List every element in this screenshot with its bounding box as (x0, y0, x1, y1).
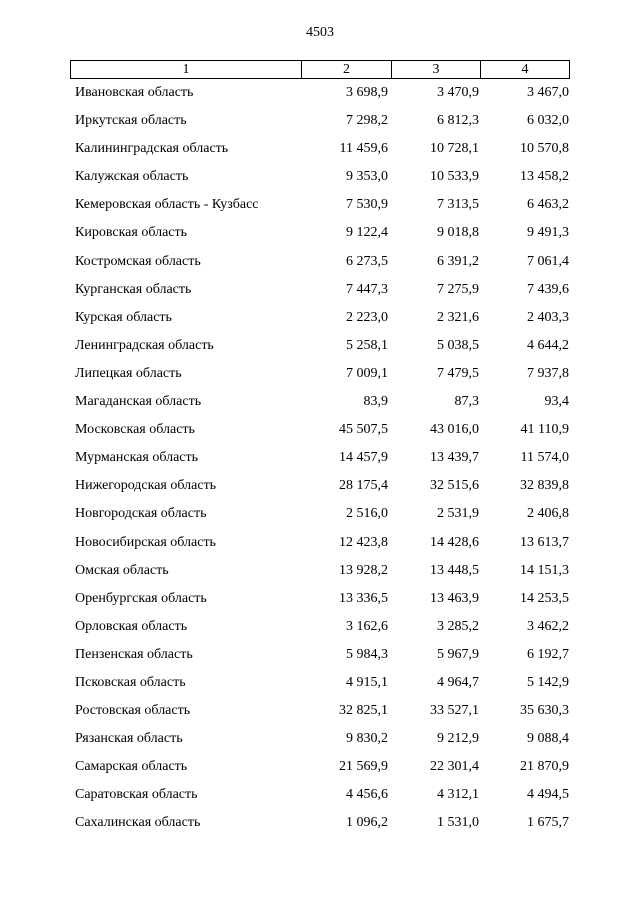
region-name: Мурманская область (75, 450, 199, 466)
value-col-2: 9 353,0 (346, 169, 388, 185)
value-col-2: 7 009,1 (346, 365, 388, 381)
value-col-2: 7 530,9 (346, 197, 388, 213)
value-col-2: 32 825,1 (339, 703, 388, 719)
value-col-3: 5 967,9 (437, 646, 479, 662)
value-col-2: 9 122,4 (346, 225, 388, 241)
header-col-1: 1 (71, 61, 302, 78)
value-col-3: 3 285,2 (437, 618, 479, 634)
table-row (0, 444, 640, 472)
region-name: Курская область (75, 309, 172, 325)
table-row (0, 472, 640, 500)
value-col-4: 3 462,2 (527, 618, 569, 634)
table-row (0, 416, 640, 444)
value-col-4: 11 574,0 (520, 450, 569, 466)
region-name: Новосибирская область (75, 534, 216, 550)
region-name: Самарская область (75, 759, 188, 775)
value-col-2: 4 915,1 (346, 674, 388, 690)
value-col-3: 9 212,9 (437, 731, 479, 747)
table-row (0, 388, 640, 416)
value-col-4: 2 406,8 (527, 506, 569, 522)
value-col-2: 13 336,5 (339, 590, 388, 606)
table-row (0, 753, 640, 781)
table-row (0, 219, 640, 247)
value-col-4: 14 253,5 (520, 590, 569, 606)
value-col-4: 7 061,4 (527, 253, 569, 269)
region-name: Иркутская область (75, 113, 187, 129)
region-name: Ленинградская область (75, 337, 214, 353)
value-col-4: 6 032,0 (527, 113, 569, 129)
value-col-3: 5 038,5 (437, 337, 479, 353)
region-name: Кемеровская область - Кузбасс (75, 197, 259, 213)
value-col-3: 10 533,9 (430, 169, 479, 185)
value-col-4: 7 439,6 (527, 281, 569, 297)
value-col-3: 7 479,5 (437, 365, 479, 381)
region-name: Липецкая область (75, 365, 182, 381)
region-name: Саратовская область (75, 787, 198, 803)
value-col-4: 3 467,0 (527, 85, 569, 100)
value-col-3: 32 515,6 (430, 478, 479, 494)
value-col-3: 6 391,2 (437, 253, 479, 269)
table-row (0, 79, 640, 107)
value-col-4: 7 937,8 (527, 365, 569, 381)
table-row (0, 613, 640, 641)
region-name: Кировская область (75, 225, 188, 241)
value-col-3: 87,3 (454, 394, 479, 410)
value-col-3: 4 964,7 (437, 674, 479, 690)
value-col-2: 3 698,9 (346, 85, 388, 100)
table-row (0, 163, 640, 191)
value-col-4: 93,4 (544, 394, 569, 410)
value-col-2: 5 258,1 (346, 337, 388, 353)
value-col-2: 7 447,3 (346, 281, 388, 297)
region-name: Новгородская область (75, 506, 207, 522)
table-header (70, 60, 570, 79)
value-col-3: 2 321,6 (437, 309, 479, 325)
region-name: Московская область (75, 422, 195, 438)
value-col-2: 11 459,6 (339, 141, 388, 157)
region-name: Оренбургская область (75, 590, 207, 606)
region-name: Псковская область (75, 674, 186, 690)
value-col-4: 4 644,2 (527, 337, 569, 353)
value-col-3: 22 301,4 (430, 759, 479, 775)
table-row (0, 669, 640, 697)
value-col-4: 9 088,4 (527, 731, 569, 747)
header-col-2: 2 (302, 61, 392, 78)
region-name: Ростовская область (75, 703, 191, 719)
value-col-3: 7 313,5 (437, 197, 479, 213)
value-col-3: 2 531,9 (437, 506, 479, 522)
value-col-3: 33 527,1 (430, 703, 479, 719)
table-row (0, 500, 640, 528)
value-col-4: 6 463,2 (527, 197, 569, 213)
value-col-3: 6 812,3 (437, 113, 479, 129)
value-col-4: 14 151,3 (520, 562, 569, 578)
table-row (0, 135, 640, 163)
value-col-4: 21 870,9 (520, 759, 569, 775)
value-col-4: 2 403,3 (527, 309, 569, 325)
value-col-2: 14 457,9 (339, 450, 388, 466)
value-col-4: 5 142,9 (527, 674, 569, 690)
value-col-3: 10 728,1 (430, 141, 479, 157)
value-col-3: 13 448,5 (430, 562, 479, 578)
value-col-2: 7 298,2 (346, 113, 388, 129)
value-col-4: 13 613,7 (520, 534, 569, 550)
value-col-2: 3 162,6 (346, 618, 388, 634)
table-row (0, 585, 640, 613)
value-col-3: 43 016,0 (430, 422, 479, 438)
value-col-4: 10 570,8 (520, 141, 569, 157)
value-col-2: 5 984,3 (346, 646, 388, 662)
region-name: Костромская область (75, 253, 201, 269)
value-col-4: 9 491,3 (527, 225, 569, 241)
value-col-2: 1 096,2 (346, 815, 388, 831)
value-col-4: 6 192,7 (527, 646, 569, 662)
value-col-3: 7 275,9 (437, 281, 479, 297)
table-row (0, 725, 640, 753)
region-name: Омская область (75, 562, 169, 578)
value-col-3: 9 018,8 (437, 225, 479, 241)
value-col-2: 28 175,4 (339, 478, 388, 494)
table-row (0, 191, 640, 219)
value-col-2: 21 569,9 (339, 759, 388, 775)
table-row (0, 809, 640, 837)
value-col-3: 4 312,1 (437, 787, 479, 803)
value-col-2: 83,9 (363, 394, 388, 410)
region-name: Орловская область (75, 618, 188, 634)
region-name: Магаданская область (75, 394, 202, 410)
value-col-2: 9 830,2 (346, 731, 388, 747)
value-col-2: 12 423,8 (339, 534, 388, 550)
value-col-4: 35 630,3 (520, 703, 569, 719)
table-row (0, 248, 640, 276)
value-col-3: 13 463,9 (430, 590, 479, 606)
table-row (0, 304, 640, 332)
value-col-2: 13 928,2 (339, 562, 388, 578)
table-body (0, 79, 640, 838)
region-name: Рязанская область (75, 731, 183, 747)
value-col-2: 2 516,0 (346, 506, 388, 522)
region-name: Курганская область (75, 281, 192, 297)
table-row (0, 529, 640, 557)
value-col-2: 2 223,0 (346, 309, 388, 325)
value-col-2: 4 456,6 (346, 787, 388, 803)
value-col-2: 45 507,5 (339, 422, 388, 438)
table-row (0, 781, 640, 809)
value-col-3: 3 470,9 (437, 85, 479, 100)
table-row (0, 641, 640, 669)
region-name: Нижегородская область (75, 478, 217, 494)
table-row (0, 276, 640, 304)
page-number: 4503 (306, 25, 334, 40)
table-row (0, 107, 640, 135)
value-col-4: 41 110,9 (520, 422, 569, 438)
table-row (0, 557, 640, 585)
region-name: Калужская область (75, 169, 189, 185)
header-col-4: 4 (521, 62, 529, 77)
value-col-4: 13 458,2 (520, 169, 569, 185)
value-col-3: 14 428,6 (430, 534, 479, 550)
value-col-2: 6 273,5 (346, 253, 388, 269)
table-row (0, 332, 640, 360)
value-col-4: 1 675,7 (527, 815, 569, 831)
value-col-3: 13 439,7 (430, 450, 479, 466)
region-name: Калининградская область (75, 141, 229, 157)
header-col-3: 3 (392, 61, 481, 78)
value-col-4: 4 494,5 (527, 787, 569, 803)
table-row (0, 697, 640, 725)
value-col-3: 1 531,0 (437, 815, 479, 831)
table-row (0, 360, 640, 388)
value-col-4: 32 839,8 (520, 478, 569, 494)
region-name: Сахалинская область (75, 815, 201, 831)
region-name: Пензенская область (75, 646, 193, 662)
region-name: Ивановская область (75, 85, 194, 100)
